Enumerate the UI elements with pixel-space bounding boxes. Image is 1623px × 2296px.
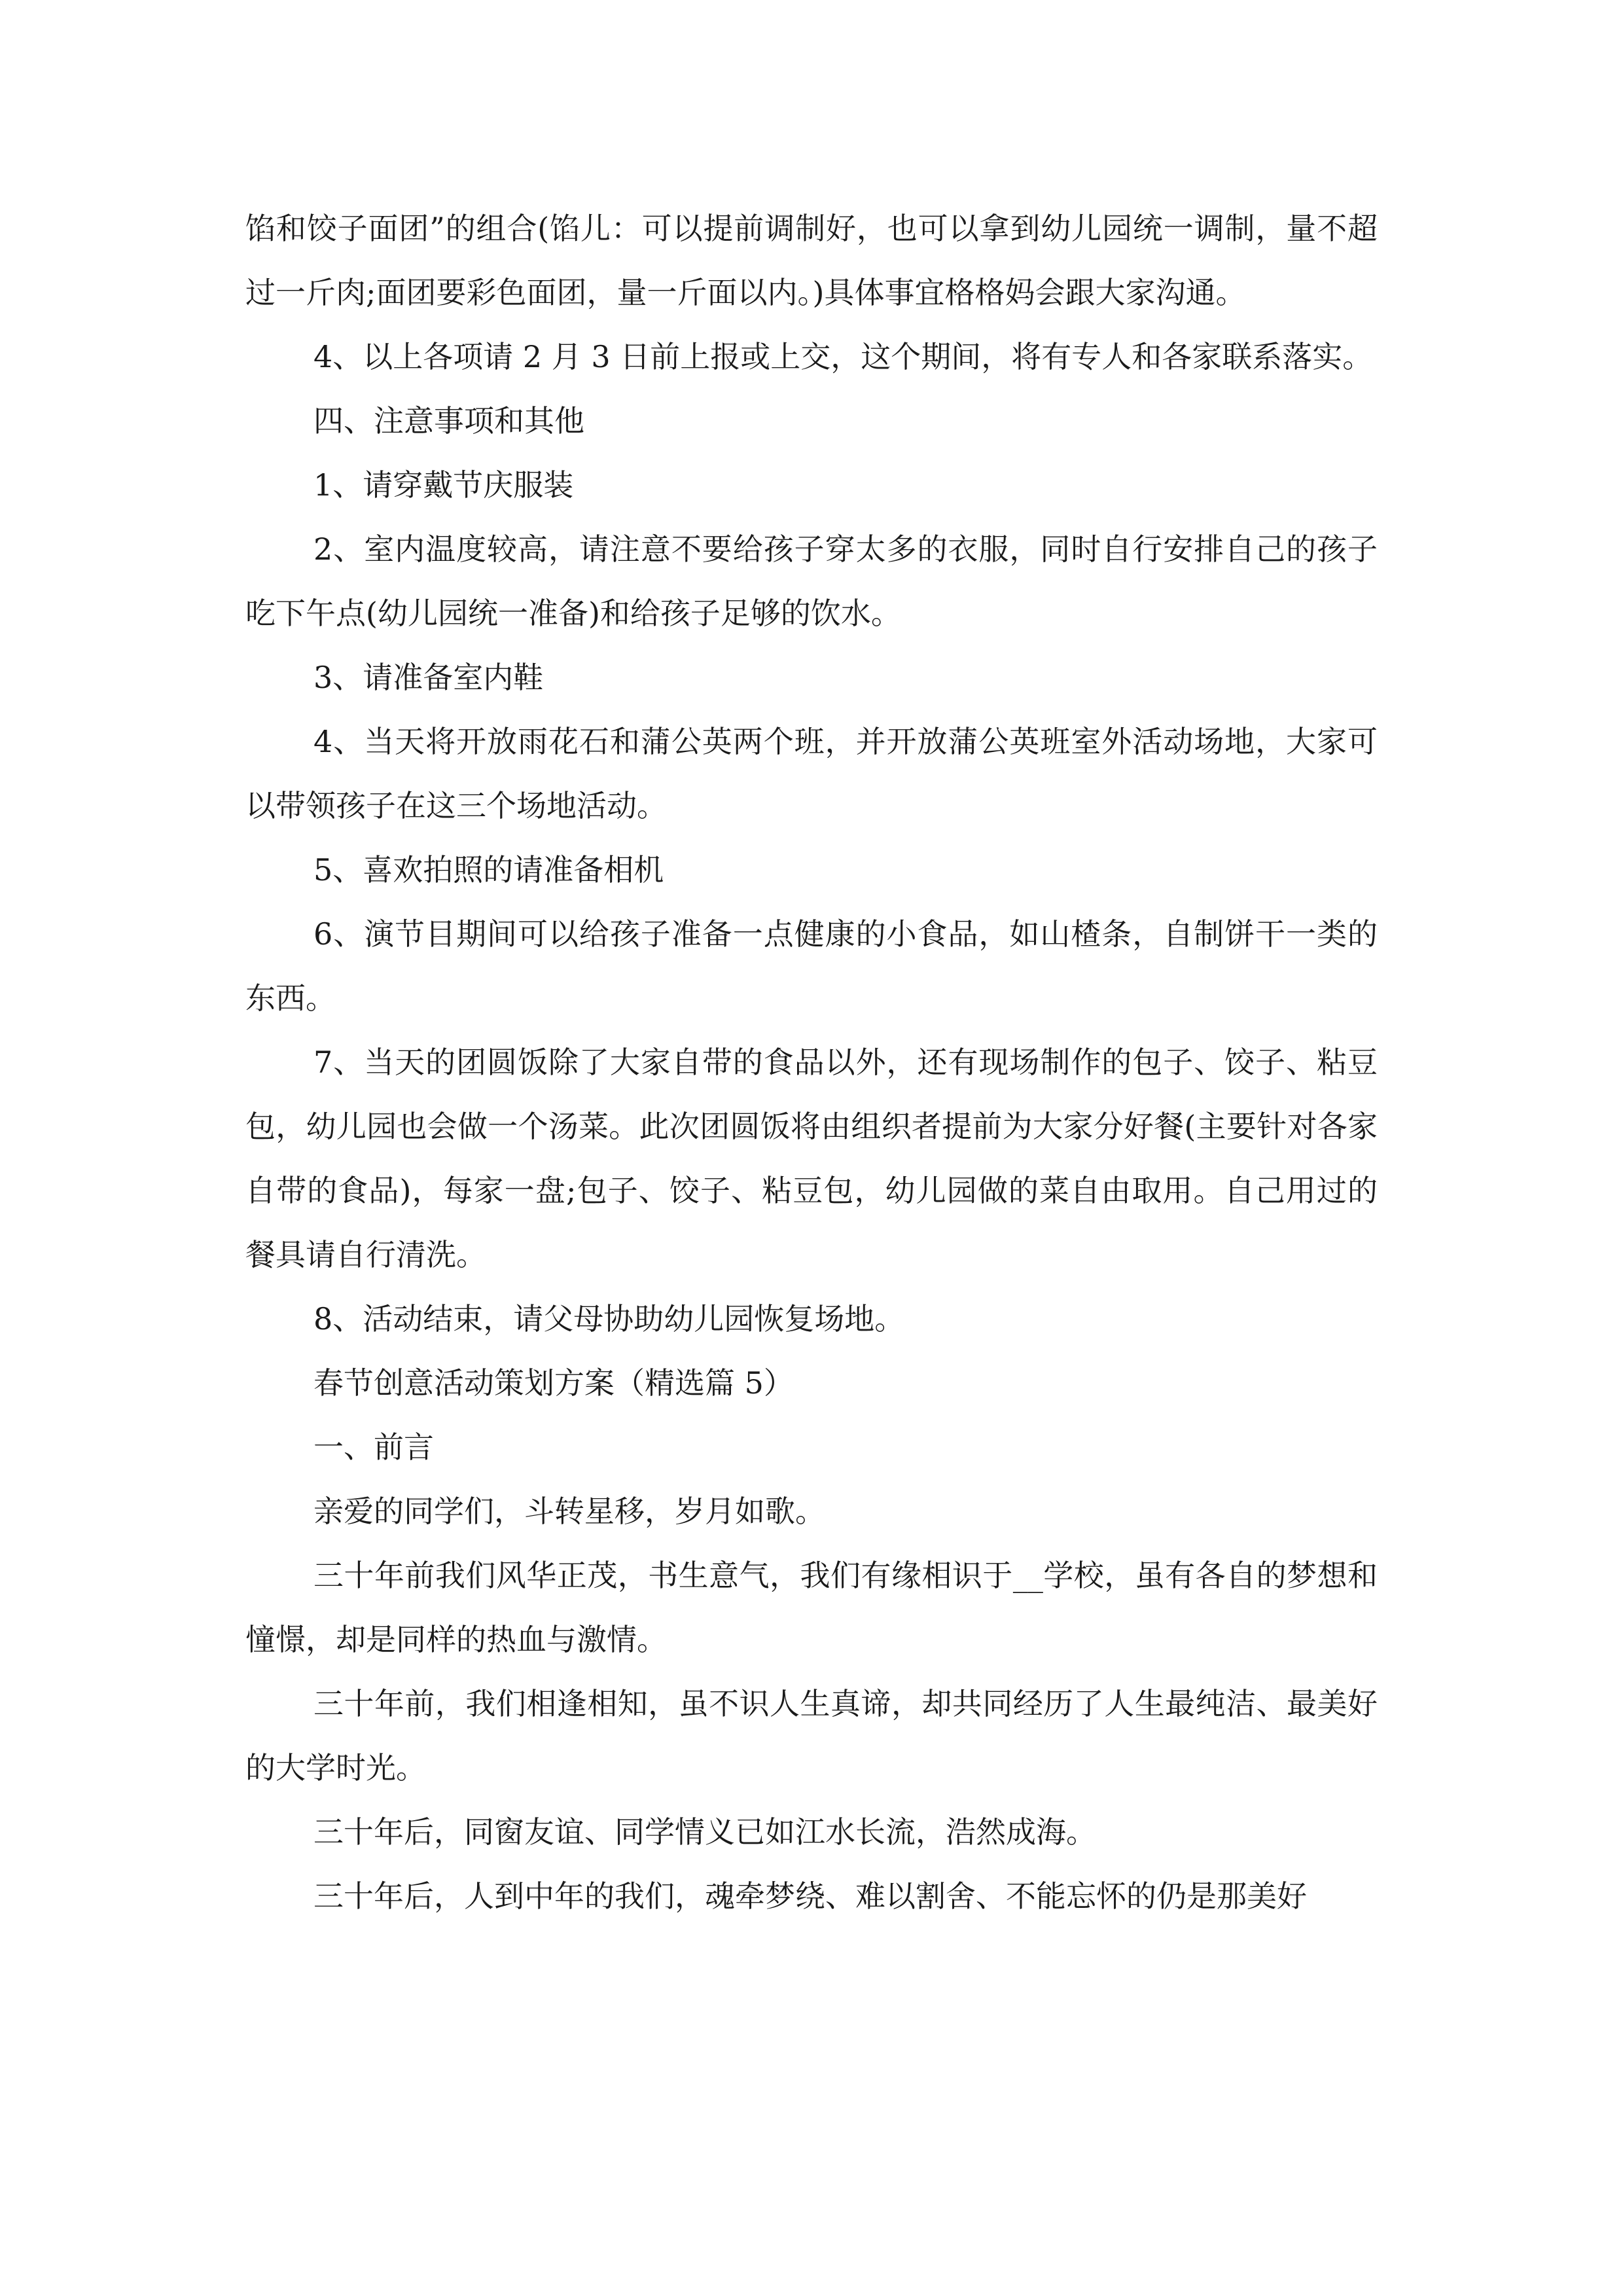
document-body [245, 196, 1378, 1928]
paragraph: 三十年后，同窗友谊、同学情义已如江水长流，浩然成海。 [313, 1814, 1096, 1850]
list-item: 5、喜欢拍照的请准备相机 [313, 852, 664, 888]
paragraph: 亲爱的同学们，斗转星移，岁月如歌。 [313, 1494, 825, 1529]
list-item: 7、当天的团圆饭除了大家自带的食品以外，还有现场制作的包子、饺子、粘豆包，幼儿园也会做一个汤菜。此次团圆饭将由组织者提前为大家分好餐(主要针对各家自带的食品)，每家一盘;包子、饺子、粘豆包，幼儿园做的菜自由取用。自己用过的餐具请自行清洗。 [245, 1045, 1378, 1272]
paragraph: 三十年后，人到中年的我们，魂牵梦绕、难以割舍、不能忘怀的仍是那美好 [313, 1878, 1307, 1914]
paragraph: 三十年前我们风华正茂，书生意气，我们有缘相识于__学校，虽有各自的梦想和憧憬，却是同样的热血与激情。 [245, 1558, 1378, 1657]
section-heading: 一、前言 [313, 1429, 434, 1465]
list-item: 3、请准备室内鞋 [313, 660, 544, 695]
section-heading: 四、注意事项和其他 [313, 403, 584, 439]
article-title: 春节创意活动策划方案（精选篇 5） [313, 1365, 794, 1401]
list-item: 1、请穿戴节庆服装 [313, 467, 574, 503]
list-item: 2、室内温度较高，请注意不要给孩子穿太多的衣服，同时自行安排自己的孩子吃下午点(幼儿园统一准备)和给孩子足够的饮水。 [245, 531, 1378, 631]
paragraph: 4、以上各项请 2 月 3 日前上报或上交，这个期间，将有专人和各家联系落实。 [313, 339, 1373, 374]
list-item: 6、演节目期间可以给孩子准备一点健康的小食品，如山楂条，自制饼干一类的东西。 [245, 916, 1378, 1016]
paragraph: 馅和饺子面团”的组合(馅儿：可以提前调制好，也可以拿到幼儿园统一调制，量不超过一斤肉;面团要彩色面团，量一斤面以内。)具体事宜格格妈会跟大家沟通。 [245, 211, 1378, 310]
paragraph: 三十年前，我们相逢相知，虽不识人生真谛，却共同经历了人生最纯洁、最美好的大学时光。 [245, 1686, 1378, 1785]
list-item: 8、活动结束，请父母协助幼儿园恢复场地。 [313, 1301, 905, 1336]
list-item: 4、当天将开放雨花石和蒲公英两个班，并开放蒲公英班室外活动场地，大家可以带领孩子在这三个场地活动。 [245, 724, 1378, 823]
